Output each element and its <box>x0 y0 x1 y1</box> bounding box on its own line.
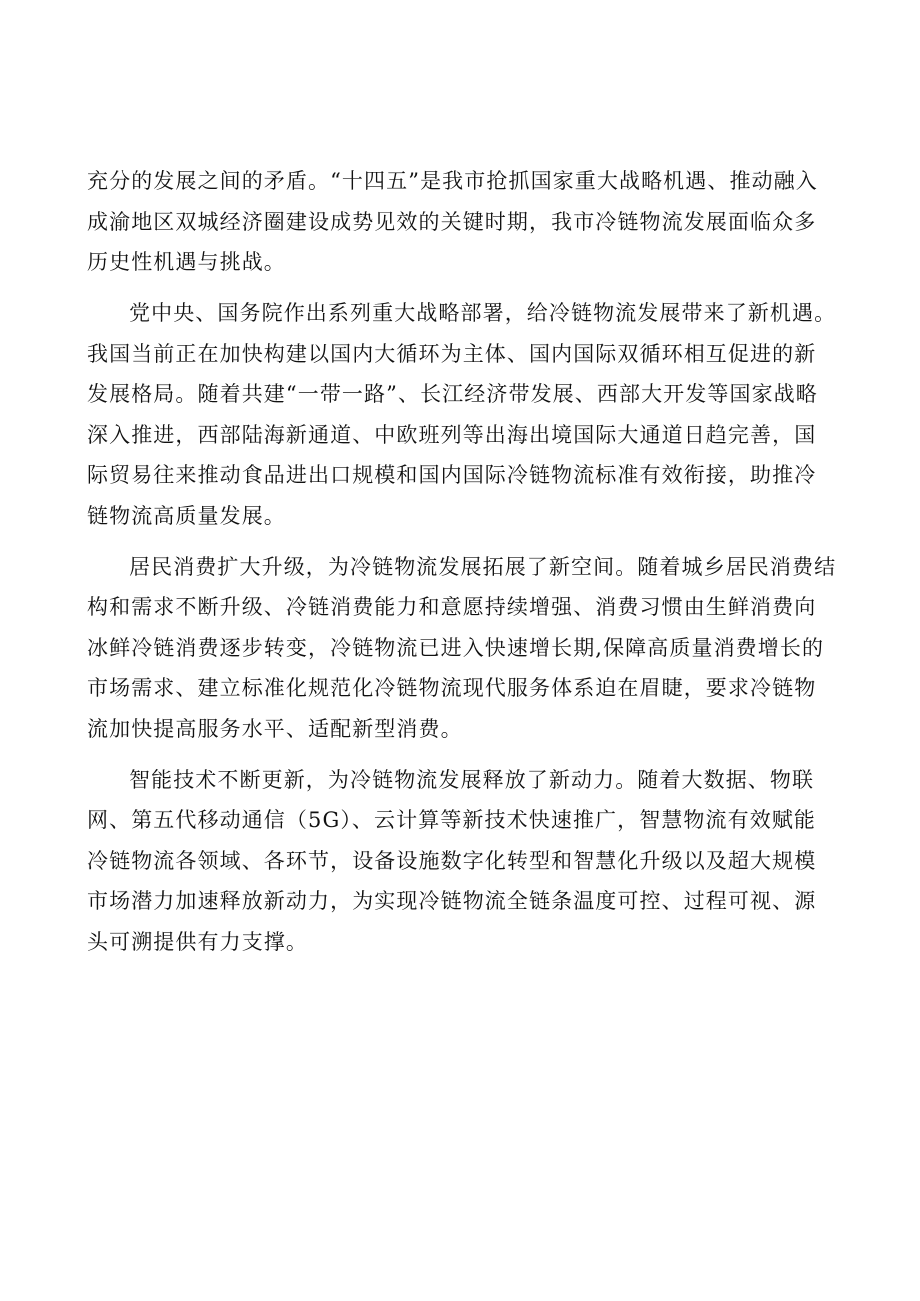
paragraph-4: 智能技术不断更新，为冷链物流发展释放了新动力。随着大数据、物联网、第五代移动通信（5G）、云计算等新技术快速推广，智慧物流有效赋能冷链物流各领域、各环节，设备设施数字化转型和智慧化升级以及超大规模市场潜力加速释放新动力，为实现冷链物流全链条温度可控、过程可视、源头可溯提供有力支撑。 <box>87 767 817 954</box>
paragraph-2: 党中央、国务院作出系列重大战略部署，给冷链物流发展带来了新机遇。我国当前正在加快构建以国内大循环为主体、国内国际双循环相互促进的新发展格局。随着共建“一带一路”、长江经济带发展、西部大开发等国家战略深入推进，西部陆海新通道、中欧班列等出海出境国际大通道日趋完善，国际贸易往来推动食品进出口规模和国内国际冷链物流标准有效衔接，助推冷链物流高质量发展。 <box>87 301 837 528</box>
document-body <box>87 161 837 973</box>
paragraph-3: 居民消费扩大升级，为冷链物流发展拓展了新空间。随着城乡居民消费结构和需求不断升级、冷链消费能力和意愿持续增强、消费习惯由生鲜消费向冰鲜冷链消费逐步转变，冷链物流已进入快速增长期,保障高质量消费增长的市场需求、建立标准化规范化冷链物流现代服务体系迫在眉睫，要求冷链物流加快提高服务水平、适配新型消费。 <box>87 554 837 741</box>
paragraph-1: 充分的发展之间的矛盾。“十四五”是我市抢抓国家重大战略机遇、推动融入成渝地区双城经济圈建设成势见效的关键时期，我市冷链物流发展面临众多历史性机遇与挑战。 <box>87 169 818 274</box>
